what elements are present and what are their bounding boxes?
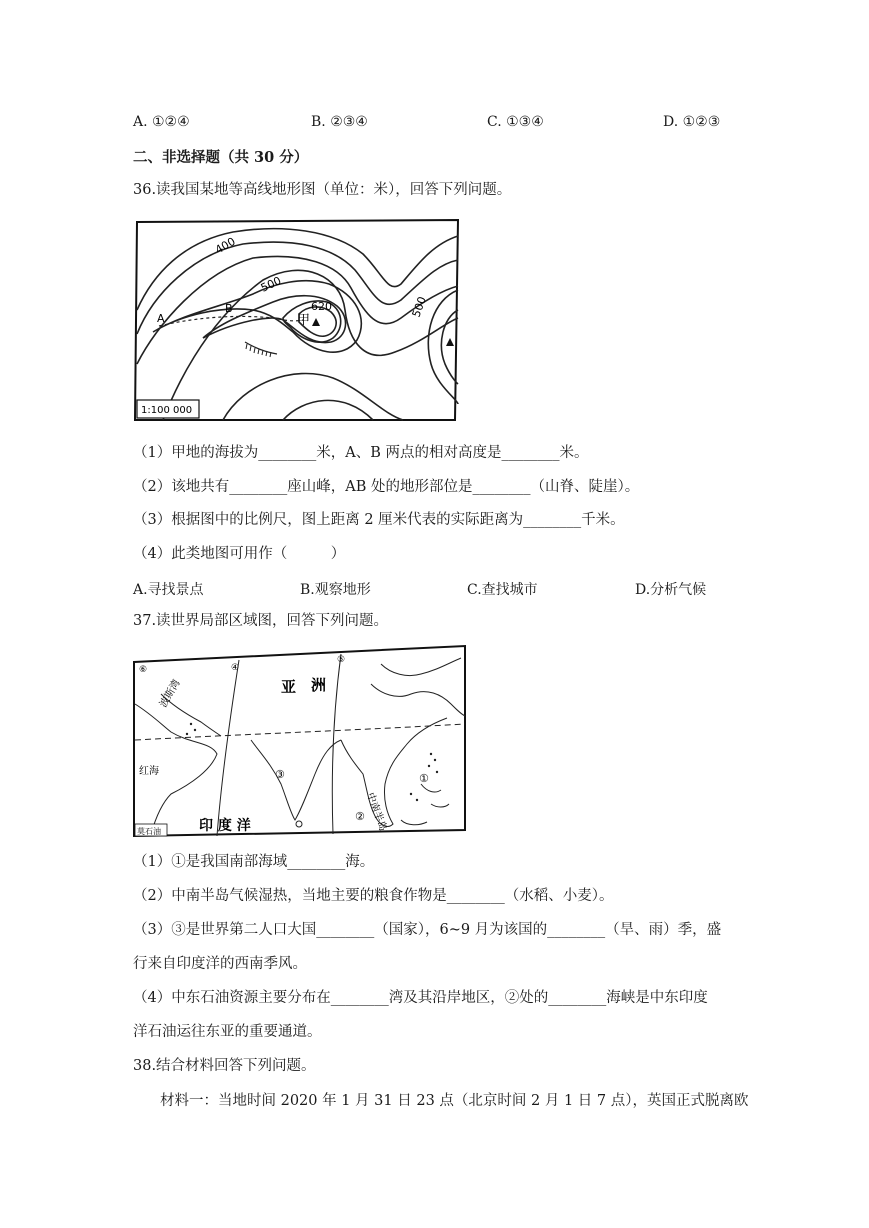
map-corner-label: 莫石油 [137,827,161,836]
persian-gulf-label: 波斯湾 [158,678,183,710]
indian-ocean-label: 印 度 洋 [199,818,251,834]
q37-stem: 37.读世界局部区域图，回答下列问题。 [133,613,389,629]
q36-option-b: B.观察地形 [300,582,371,598]
q35-option-b: B. ②③④ [311,114,368,130]
contour-label-400: 400 [213,234,238,257]
contour-label-500-right: 500 [409,294,430,320]
q35-option-d: D. ①②③ [663,114,721,130]
marker-1: ① [419,772,429,785]
q36-option-a: A.寻找景点 [133,582,204,598]
q36-stem: 36.读我国某地等高线地形图（单位：米），回答下列问题。 [133,182,512,198]
peak-elevation-label: 620 [311,300,332,313]
marker-3: ③ [275,768,285,781]
q36-sub3: （3）根据图中的比例尺，图上距离 2 厘米代表的实际距离为________千米。 [133,512,625,528]
q36-option-d: D.分析气候 [635,582,707,598]
q37-sub1: （1）①是我国南部海域________海。 [133,854,375,870]
q35-option-a: A. ①②④ [133,114,190,130]
q38-material1: 材料一：当地时间 2020 年 1 月 31 日 23 点（北京时间 2 月 1 日 7 点），英国正式脱离欧 [160,1093,749,1109]
q37-sub3-line2: 行来自印度洋的西南季风。 [133,956,307,972]
q35-option-c: C. ①③④ [487,114,544,130]
asia-label-2: 洲 [311,676,327,694]
jia-label: 甲 [297,313,311,328]
q37-sub4-line2: 洋石油运往东亚的重要通道。 [133,1024,322,1040]
point-a-label: A [157,312,165,325]
indochina-label: 中南半岛 [364,791,389,833]
point-b-label: B [225,302,233,315]
q37-sub4-line1: （4）中东石油资源主要分布在________湾及其沿岸地区，②处的________海峡是中东印度 [133,990,708,1006]
contour-map [133,214,460,422]
q37-sub3-line1: （3）③是世界第二人口大国________（国家），6~9 月为该国的________（旱、雨）季，盛 [133,922,722,938]
red-sea-label: 红海 [139,766,159,777]
section-title: 二、非选择题（共 30 分） [133,149,309,166]
q36-sub1: （1）甲地的海拔为________米，A、B 两点的相对高度是________米。 [133,445,589,461]
q38-stem: 38.结合材料回答下列问题。 [133,1058,316,1074]
contour-label-500: 500 [258,274,284,295]
asia-label-1: 亚 [281,678,297,696]
scale-label: 1:100 000 [141,405,193,416]
q36-sub4: （4）此类地图可用作（ ） [133,546,346,562]
marker-2: ② [355,810,365,823]
marker-6: ⑥ [139,665,148,675]
asia-region-map [131,644,468,840]
marker-5: ⑤ [337,655,346,665]
q36-sub2: （2）该地共有________座山峰，AB 处的地形部位是________（山脊、陡崖）。 [133,479,640,495]
q37-sub2: （2）中南半岛气候湿热，当地主要的粮食作物是________（水稻、小麦）。 [133,888,614,904]
q36-option-c: C.查找城市 [467,582,538,598]
marker-4: ④ [231,663,240,673]
